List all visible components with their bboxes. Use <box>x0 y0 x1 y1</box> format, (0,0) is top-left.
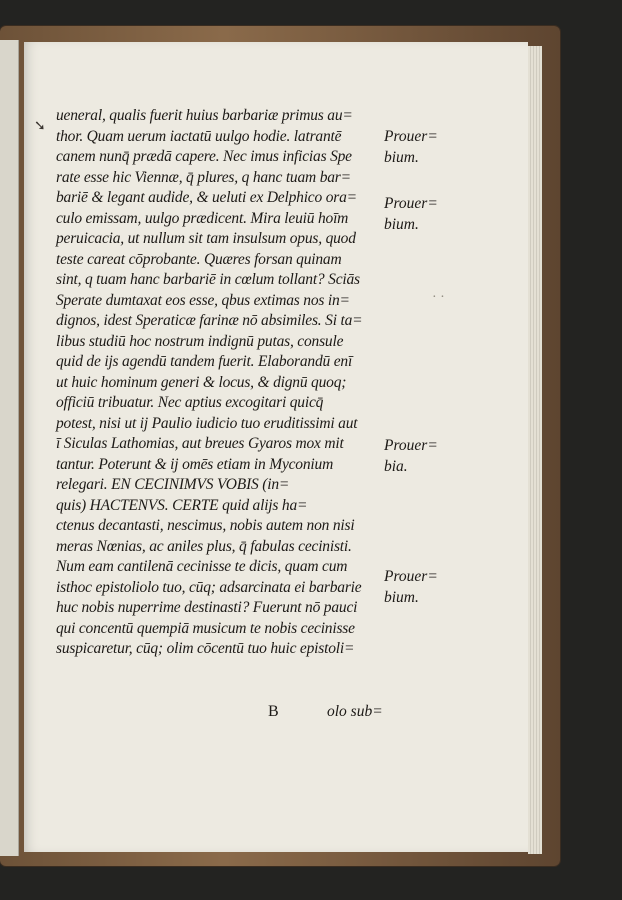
text-line: canem nunq̄ prædā capere. Nec imus inficias Spe <box>56 148 352 165</box>
text-line: officiū tribuatur. Nec aptius excogitari quicq̄ <box>56 394 324 411</box>
text-line: ctenus decantasti, nescimus, nobis autem non nisi <box>56 517 355 534</box>
text-line: tantur. Poterunt & ij omēs etiam in Myconium <box>56 455 334 473</box>
page-edges <box>528 46 542 854</box>
text-line: thor. Quam uerum iactatū uulgo hodie. latrantē <box>56 127 342 145</box>
margin-note-line: Prouer= <box>384 437 438 454</box>
text-line: Sperate dumtaxat eos esse, qbus extimas nos in= <box>56 291 350 309</box>
catchword: olo sub= <box>327 703 383 720</box>
text-line: ut huic hominum generi & locus, & dignū quoq; <box>56 373 347 391</box>
text-line: qui concentū quempiā musicum te nobis cecinisse <box>56 619 355 637</box>
text-line: huc nobis nuperrime destinasti? Fuerunt nō pauci <box>56 599 358 616</box>
show-through-marks: · · <box>432 290 445 305</box>
margin-note-line: bium. <box>384 148 419 166</box>
text-line: dignos, idest Speraticæ farinæ nō absimiles. Si ta= <box>56 312 363 329</box>
text-line: isthoc epistoliolo tuo, cūq; adsarcinata ei barbarie <box>56 578 362 596</box>
text-line: suspicaretur, cūq; olim cōcentū tuo huic epistoli= <box>56 640 355 657</box>
margin-note-line: Prouer= <box>384 195 438 212</box>
margin-note-proverbium-2 <box>384 194 460 235</box>
text-line: teste careat cōprobante. Quæres forsan quinam <box>56 250 342 268</box>
margin-note-line: Prouer= <box>384 568 438 585</box>
margin-note-proverbium-3 <box>384 567 460 608</box>
text-line: rate esse hic Viennæ, q̄ plures, q hanc tuam bar= <box>56 168 351 186</box>
text-line: quid de ijs agendū tandem fuerit. Elaborandū enī <box>56 353 353 370</box>
text-line: quis) HACTENVS. CERTE quid alijs ha= <box>56 496 308 514</box>
text-line: potest, nisi ut ij Paulio iudicio tuo eruditissimi aut <box>56 414 358 432</box>
text-line: peruicacia, ut nullum sit tam insulsum opus, quod <box>56 230 356 247</box>
text-line: culo emissam, uulgo prædicent. Mira leuiū hoīm <box>56 209 349 227</box>
text-line: libus studiū hoc nostrum indignū putas, consule <box>56 332 344 350</box>
facing-page-edge <box>0 40 19 856</box>
text-line: relegari. EN CECINIMVS VOBIS (in= <box>56 476 290 493</box>
text-line: bariē & legant audide, & ueluti ex Delphico ora= <box>56 189 357 206</box>
text-line: sint, q tuam hanc barbariē in cœlum tollant? Sciās <box>56 271 360 288</box>
text-line: meras Nœnias, ac aniles plus, q̄ fabulas cecinisti. <box>56 537 352 555</box>
text-line: Num eam cantilenā cecinisse te dicis, quam cum <box>56 558 348 575</box>
margin-note-proverbia <box>384 436 460 477</box>
text-line: ī Siculas Lathomias, aut breues Gyaros mox mit <box>56 435 344 452</box>
text-line: ueneral, qualis fuerit huius barbariæ primus au= <box>56 107 353 124</box>
body-text <box>56 106 386 660</box>
margin-note-line: bia. <box>384 457 408 475</box>
signature-mark: B <box>268 703 279 720</box>
margin-note-proverbium-1 <box>384 127 460 168</box>
margin-note-line: bium. <box>384 215 419 233</box>
margin-note-line: bium. <box>384 588 419 606</box>
margin-mark: ➘ <box>34 119 46 134</box>
margin-note-line: Prouer= <box>384 128 438 145</box>
